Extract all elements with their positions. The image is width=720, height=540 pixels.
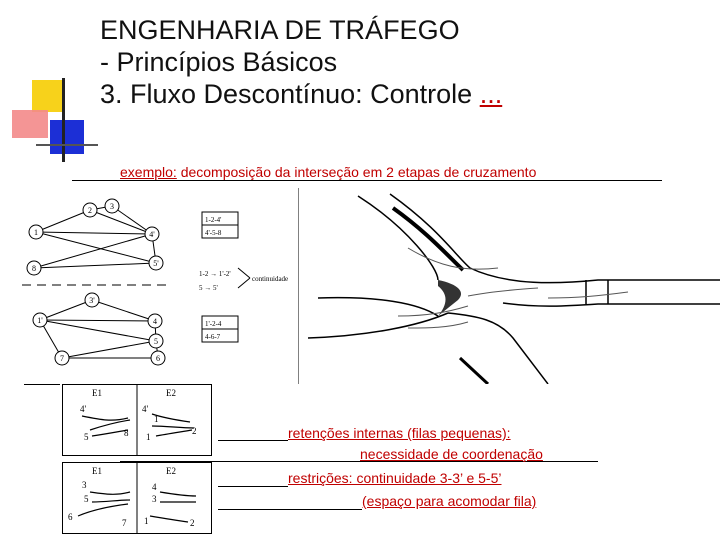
continuity-label: continuidade — [252, 275, 289, 283]
graph-node: 5' — [153, 259, 159, 268]
stage-label: 3 — [152, 494, 157, 504]
phase-table-entry: 1-2-4' — [205, 216, 222, 224]
stage-label: 1 — [154, 414, 159, 424]
graph-node: 2 — [88, 206, 92, 215]
stage-label: 8 — [124, 428, 129, 438]
stage-label: 4' — [142, 404, 149, 414]
graph-node: 5 — [154, 337, 158, 346]
stage-header: E1 — [92, 388, 102, 398]
stage-label: 7 — [122, 518, 127, 528]
divider — [218, 509, 362, 510]
continuity-row: 1-2 → 1'-2' — [199, 270, 231, 278]
note-line-1: retenções internas (filas pequenas): — [288, 425, 511, 441]
stage-header: E2 — [166, 466, 176, 476]
title-line-3 — [100, 78, 700, 110]
stage-label: 5 — [84, 432, 89, 442]
stage-header: E1 — [92, 466, 102, 476]
phase-table-entry: 1'-2-4 — [205, 320, 222, 328]
stage-label: 5 — [84, 494, 89, 504]
note-line-2: necessidade de coordenação — [360, 446, 543, 462]
stage-label: 1 — [146, 432, 151, 442]
conflict-graph-diagram — [22, 190, 298, 378]
caption-text: decomposição da interseção em 2 etapas de cruzamento — [176, 164, 537, 180]
graph-node: 4 — [153, 317, 157, 326]
phase-table-entry: 4-6-7 — [205, 333, 221, 341]
stage-diagram-bottom — [62, 462, 212, 534]
graph-node: 4' — [149, 230, 155, 239]
note-line-3: restrições: continuidade 3-3’ e 5-5’ — [288, 470, 502, 486]
graph-node: 1' — [37, 316, 43, 325]
title-line-3-text: 3. Fluxo Descontínuo: Controle — [100, 79, 480, 109]
stage-label: 4 — [152, 482, 157, 492]
stage-label: 2 — [192, 426, 197, 436]
graph-node: 1 — [34, 228, 38, 237]
stage-label: 4' — [80, 404, 87, 414]
stage-diagram-top — [62, 384, 212, 456]
divider — [24, 384, 60, 385]
graph-node: 3 — [110, 202, 114, 211]
stage-label: 1 — [144, 516, 149, 526]
title-line-1: ENGENHARIA DE TRÁFEGO — [100, 15, 460, 45]
divider — [218, 486, 288, 487]
logo-graphic — [0, 70, 100, 165]
stage-label: 3 — [82, 480, 87, 490]
title-line-2: - Princípios Básicos — [100, 47, 338, 77]
slide-title — [100, 14, 700, 110]
continuity-row: 5 → 5' — [199, 284, 218, 292]
graph-node: 6 — [156, 354, 160, 363]
graph-node: 7 — [60, 354, 64, 363]
title-ellipsis: ... — [479, 79, 503, 109]
divider — [218, 440, 288, 441]
phase-table-entry: 4'-5-8 — [205, 229, 222, 237]
note-line-4: (espaço para acomodar fila) — [362, 493, 537, 509]
caption-keyword: exemplo: — [120, 164, 177, 180]
stage-header: E2 — [166, 388, 176, 398]
stage-label: 6 — [68, 512, 73, 522]
graph-node: 3' — [89, 296, 95, 305]
stage-label: 2 — [190, 518, 195, 528]
caption — [72, 164, 662, 181]
graph-node: 8 — [32, 264, 36, 273]
intersection-drawing — [298, 188, 720, 384]
